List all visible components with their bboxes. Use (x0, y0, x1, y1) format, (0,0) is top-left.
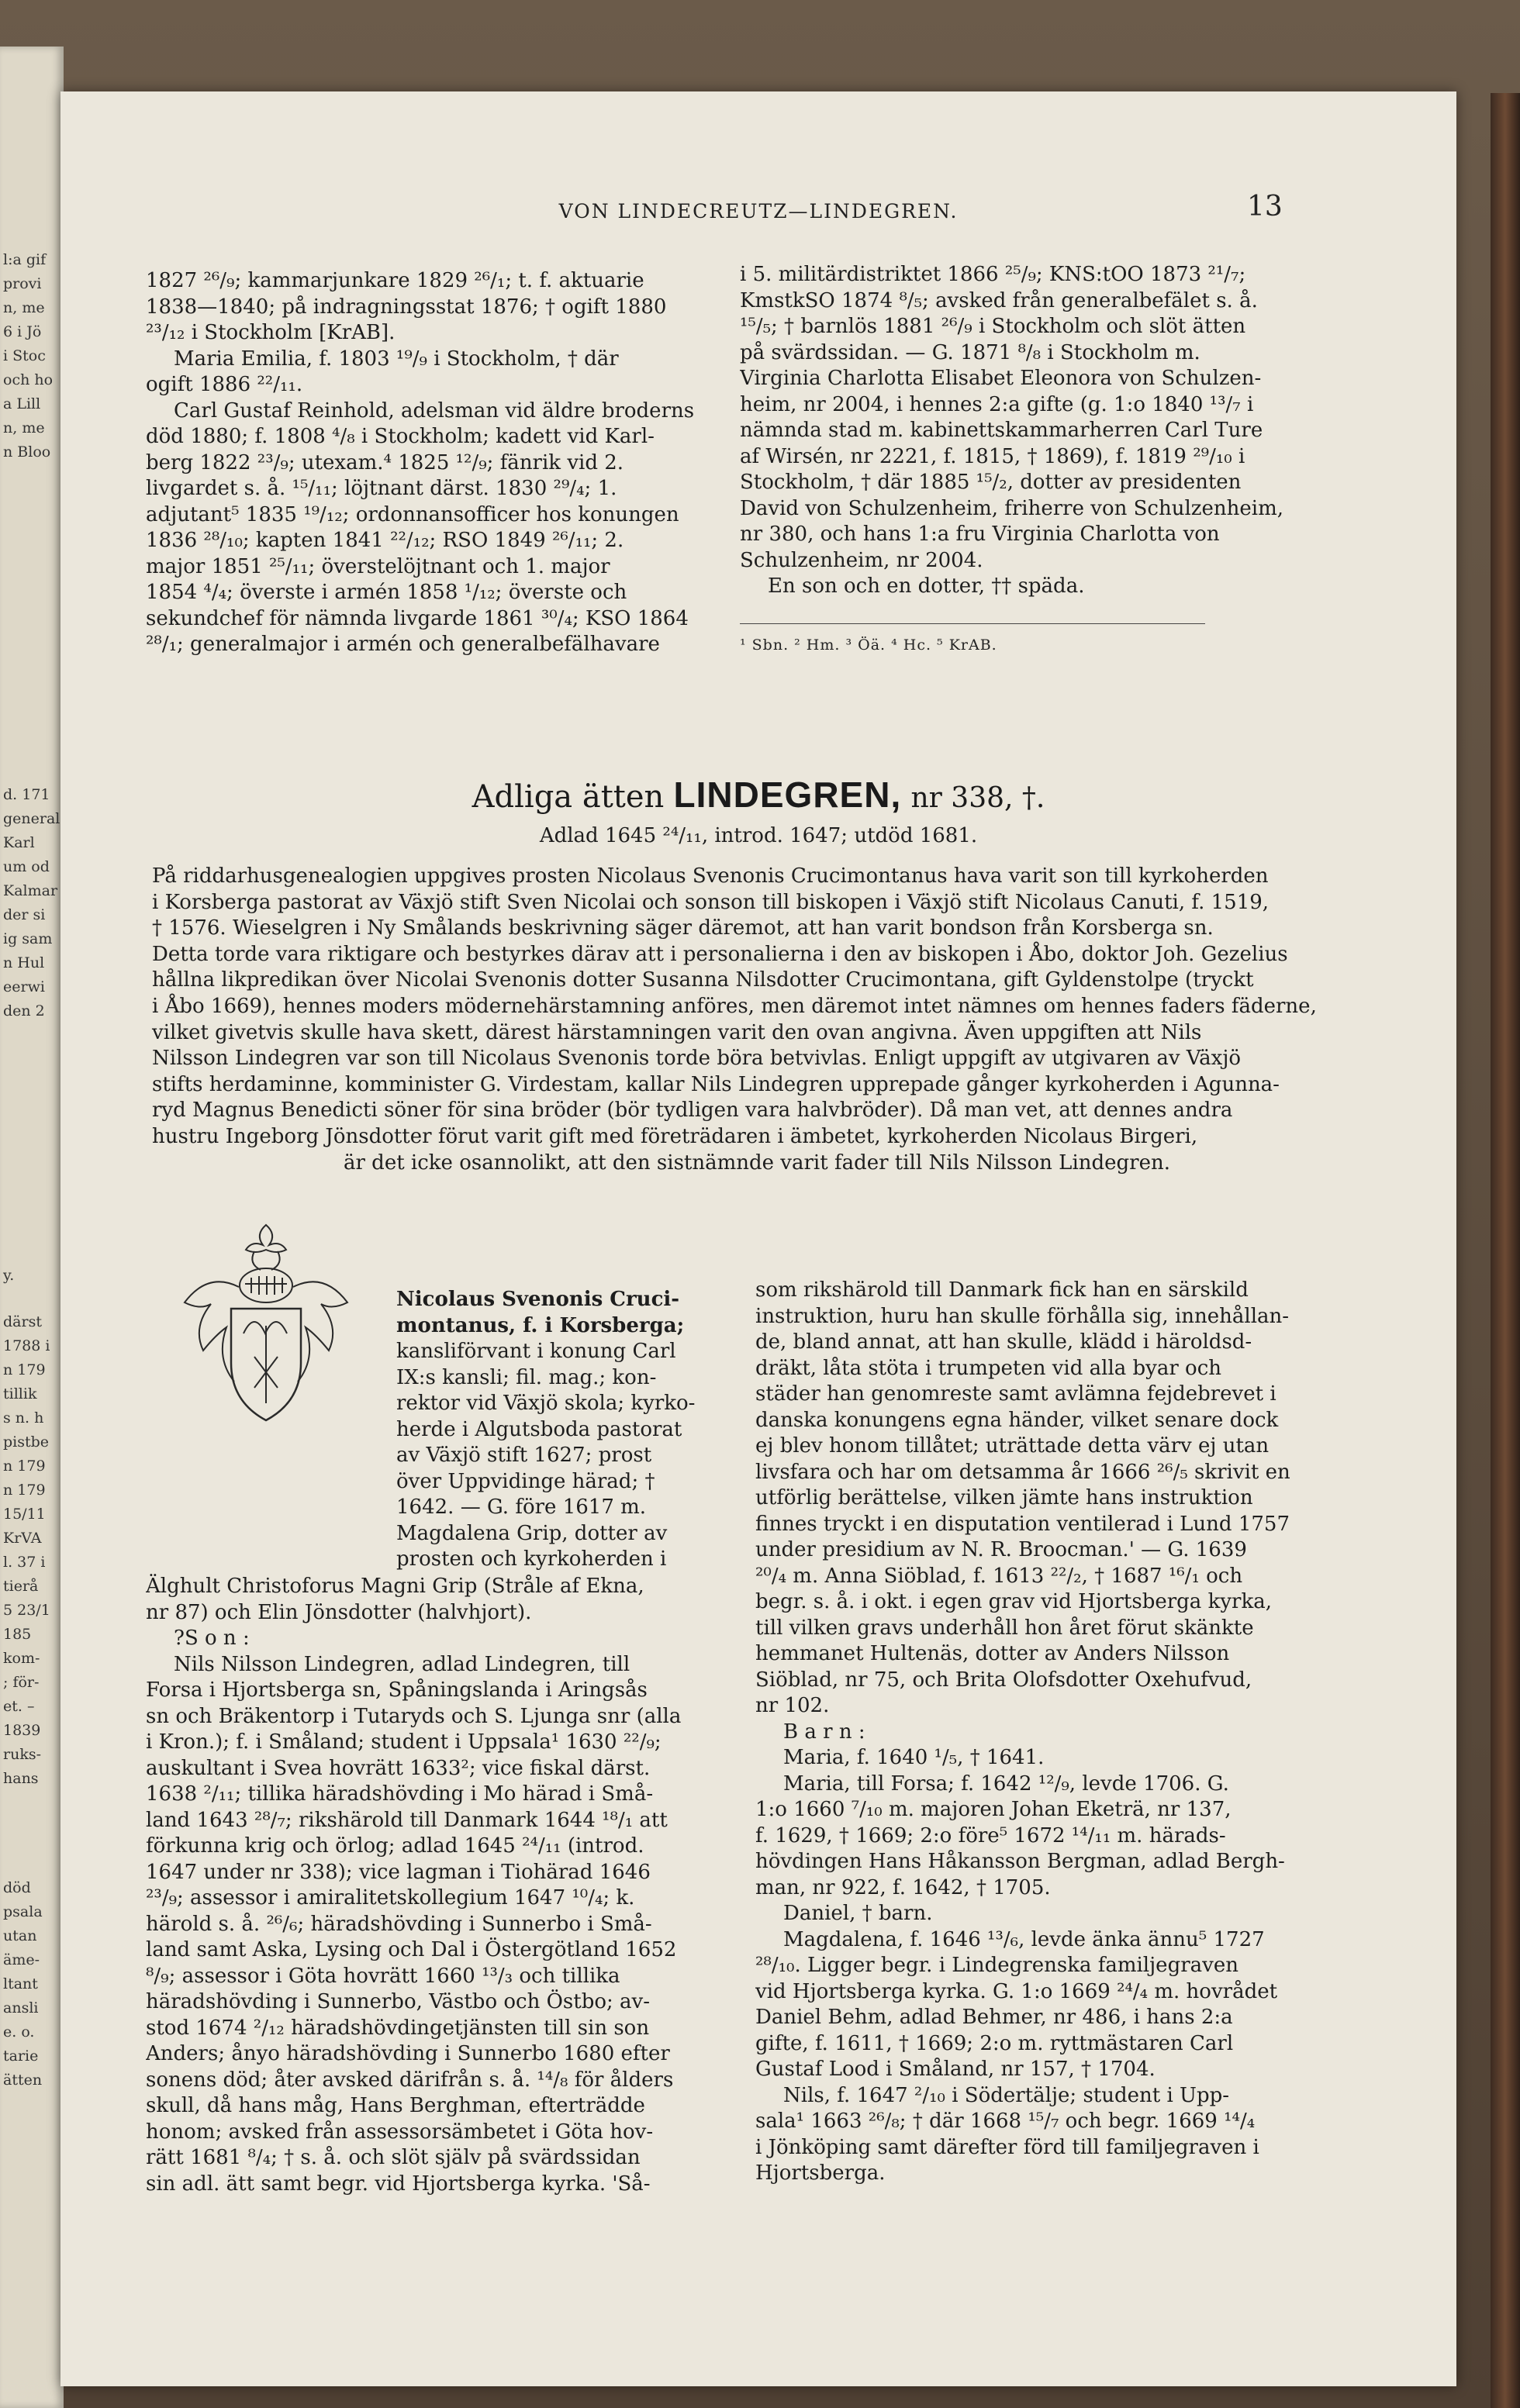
bottom-right-line: sala¹ 1663 ²⁶/₈; † där 1668 ¹⁵/₇ och begr. 1669 ¹⁴/₄ (755, 2110, 1256, 2133)
bottom-right-line: ²⁸/₁₀. Ligger begr. i Lindegrenska familjegraven (755, 1954, 1238, 1977)
bottom-right-line: Daniel Behm, adlad Behmer, nr 486, i hans 2:a (755, 2006, 1233, 2029)
bottom-right-line: dräkt, låta stöta i trumpeten vid alla byar och (755, 1356, 1222, 1380)
intro-line: hustru Ingeborg Jönsdotter förut varit gift med företrädaren i ämbetet, kyrkoherden Nicolaus Birgeri, (152, 1124, 1198, 1148)
left-page-fragments-4 (0, 1310, 64, 1791)
top-right-column-line: på svärdssidan. — G. 1871 ⁸/₈ i Stockholm m. (740, 340, 1200, 364)
bottom-left-narrow-line: rektor vid Växjö skola; kyrko- (396, 1392, 696, 1415)
bottom-right-line: instruktion, huru han skulle förhålla sig, innehållan- (755, 1304, 1290, 1328)
left-page-fragment: n Hul (3, 954, 45, 971)
bottom-left-narrow-line: prosten och kyrkoherden i (396, 1547, 667, 1571)
intro-paragraph (152, 864, 1362, 1176)
bottom-right-line: hövdingen Hans Håkansson Bergman, adlad Bergh- (755, 1850, 1285, 1873)
bottom-right-column (755, 1278, 1335, 2187)
bottom-right-line: Magdalena, f. 1646 ¹³/₆, levde änka ännu⁵ 1727 (783, 1927, 1265, 1951)
top-left-column-line: ogift 1886 ²²/₁₁. (146, 373, 303, 396)
bottom-right-line: till vilken gravs underhåll hon året förut skänkte (755, 1616, 1254, 1640)
bottom-left-narrow-column (396, 1287, 742, 1573)
top-left-column-line: Maria Emilia, f. 1803 ¹⁹/₉ i Stockholm, † där (174, 347, 619, 371)
bottom-right-line: nr 102. (755, 1694, 830, 1717)
left-page-fragment: utan (3, 1927, 37, 1944)
left-page-fragment: n 179 (3, 1361, 46, 1378)
left-page-fragment: 1788 i (3, 1337, 50, 1354)
bottom-left-narrow-line: IX:s kansli; fil. mag.; kon- (396, 1365, 657, 1389)
bottom-right-line: Daniel, † barn. (783, 1902, 933, 1925)
bottom-left-wide-line: härold s. å. ²⁶/₆; häradshövding i Sunnerbo i Små- (146, 1912, 652, 1936)
left-page-fragment: tarie (3, 2047, 39, 2065)
left-page-fragment: d. 171 (3, 786, 50, 803)
bottom-left-wide-line: Forsa i Hjortsberga sn, Spåningslanda i Aringsås (146, 1678, 648, 1702)
intro-line: stifts herdaminne, komminister G. Virdestam, kallar Nils Lindegren upprepade gånger kyrkoherden i Agunna- (152, 1072, 1280, 1096)
bottom-left-wide-line: land 1643 ²⁸/₇; rikshärold till Danmark 1644 ¹⁸/₁ att (146, 1808, 668, 1832)
left-page-fragments-5 (0, 1876, 64, 2092)
left-page-fragment: i Stoc (3, 347, 46, 364)
bottom-left-wide-line: ?S o n : (174, 1627, 250, 1650)
intro-line: På riddarhusgenealogien uppgives prosten Nicolaus Svenonis Crucimontanus hava varit son till kyrkoherden (152, 864, 1269, 888)
left-page-fragment: därst (3, 1313, 42, 1330)
left-page-fragment: l. 37 i (3, 1554, 46, 1571)
top-right-column-line: nr 380, och hans 1:a fru Virginia Charlotta von (740, 523, 1220, 546)
intro-line: Detta torde vara riktigare och bestyrkes därav att i personalierna i den av biskopen i Åbo, doktor Joh. Gezelius (152, 942, 1288, 966)
top-left-column-line: major 1851 ²⁵/₁₁; överstelöjtnant och 1. major (146, 554, 610, 578)
left-page-fragment: ansli (3, 1999, 39, 2016)
top-right-column-line: En son och en dotter, †† späda. (768, 574, 1085, 598)
bottom-left-wide-line: 1647 under nr 338); vice lagman i Tiohärad 1646 (146, 1860, 651, 1884)
top-right-column-line: ¹⁵/₅; † barnlös 1881 ²⁶/₉ i Stockholm och slöt ätten (740, 315, 1246, 338)
bottom-right-line: man, nr 922, f. 1642, † 1705. (755, 1875, 1051, 1899)
bottom-right-line: ej blev honom tillåtet; uträttade detta värv ej utan (755, 1434, 1270, 1458)
top-left-column-line: Carl Gustaf Reinhold, adelsman vid äldre broderns (174, 398, 695, 423)
bottom-right-line: livsfara och har om detsamma år 1666 ²⁶/₅ skrivit en (755, 1460, 1290, 1484)
intro-line: ryd Magnus Benedicti söner för sina bröder (bör tydligen vara halvbröder). Då man vet, att dennes andra (152, 1099, 1233, 1123)
intro-line: † 1576. Wieselgren i Ny Smålands beskrivning säger däremot, att han varit bondson från Korsberga sn. (152, 916, 1214, 940)
bottom-right-line: f. 1629, † 1669; 2:o före⁵ 1672 ¹⁴/₁₁ m. härads- (755, 1823, 1226, 1847)
heading-prefix: Adliga ätten (472, 779, 665, 815)
left-page-fragment: 185 (3, 1626, 32, 1643)
top-left-column-line: sekundchef för nämnda livgarde 1861 ³⁰/₄; KSO 1864 (146, 606, 689, 630)
bottom-right-line: Hjortsberga. (755, 2161, 886, 2185)
top-left-column-line: 1838—1840; på indragningsstat 1876; † ogift 1880 (146, 295, 667, 319)
left-page-fragment: Kalmar (3, 882, 58, 899)
left-page-fragment: e. o. (3, 2023, 35, 2041)
coat-of-arms-image (177, 1217, 355, 1442)
left-page-fragment: 5 23/1 (3, 1602, 50, 1619)
bottom-right-line: ²⁰/₄ m. Anna Siöblad, f. 1613 ²²/₂, † 1687 ¹⁶/₁ och (755, 1564, 1243, 1588)
heading-family-name: LINDEGREN, (673, 774, 902, 815)
left-page-fragment: Karl (3, 834, 35, 851)
left-page-fragment: a Lill (3, 395, 41, 412)
bottom-right-line: städer han genomreste samt avlämna fejdebrevet i (755, 1382, 1276, 1406)
left-page-fragment: och ho (3, 371, 54, 388)
section-subheading: Adlad 1645 ²⁴/₁₁, introd. 1647; utdöd 1681. (539, 824, 978, 847)
bottom-right-line: 1:o 1660 ⁷/₁₀ m. majoren Johan Eketrä, nr 137, (755, 1798, 1232, 1821)
running-head: VON LINDECREUTZ—LINDEGREN. (558, 200, 959, 223)
bottom-left-wide-line: sonens död; åter avsked därifrån s. å. ¹⁴/₈ för ålders (146, 2068, 674, 2092)
bottom-right-line: vid Hjortsberga kyrka. G. 1:o 1669 ²⁴/₄ m. hovrådet (755, 1979, 1278, 2003)
left-page-fragment: eerwi (3, 978, 45, 995)
intro-line: är det icke osannolikt, att den sistnämnde varit fader till Nils Nilsson Lindegren. (343, 1151, 1170, 1175)
book-page (60, 91, 1456, 2386)
top-right-column-line: Stockholm, † där 1885 ¹⁵/₂, dotter av presidenten (740, 471, 1242, 494)
bottom-left-wide-line: Nils Nilsson Lindegren, adlad Lindegren, till (174, 1652, 630, 1676)
top-right-column-line: nämnda stad m. kabinettskammarherren Carl Ture (740, 419, 1263, 442)
left-page-fragment: der si (3, 906, 46, 923)
top-left-column-line: adjutant⁵ 1835 ¹⁹/₁₂; ordonnansofficer hos konungen (146, 502, 679, 526)
left-page-fragment: tillik (3, 1385, 37, 1402)
top-right-column (740, 262, 1352, 600)
intro-line: Nilsson Lindegren var son till Nicolaus Svenonis torde böra betvivlas. Enligt uppgift av utgivaren av Växjö (152, 1047, 1242, 1071)
left-page-fragment: ig sam (3, 930, 53, 947)
left-page-fragment: n 179 (3, 1482, 46, 1499)
bottom-left-wide-line: land samt Aska, Lysing och Dal i Östergötland 1652 (146, 1938, 677, 1961)
bottom-left-narrow-line: Nicolaus Svenonis Cruci- (396, 1288, 680, 1311)
bottom-right-line: som rikshärold till Danmark fick han en särskild (755, 1278, 1249, 1302)
left-page-fragments-2 (0, 783, 64, 1023)
bottom-left-narrow-line: över Uppvidinge härad; † (396, 1469, 655, 1493)
bottom-left-wide-line: nr 87) och Elin Jönsdotter (halvhjort). (146, 1600, 532, 1624)
bottom-left-wide-line: ⁸/₉; assessor i Göta hovrätt 1660 ¹³/₃ och tillika (146, 1964, 620, 1988)
bottom-right-line: under presidium av N. R. Broocman.' — G. 1639 (755, 1538, 1247, 1561)
bottom-left-wide-line: i Kron.); f. i Småland; student i Uppsala¹ 1630 ²²/₉; (146, 1730, 662, 1754)
top-right-column-line: heim, nr 2004, i hennes 2:a gifte (g. 1:o 1840 ¹³/₇ i (740, 392, 1254, 416)
intro-line: i Åbo 1669), hennes moders mödernehärstamning anföres, men däremot intet nämnes om hennes faders fäderne, (152, 994, 1317, 1018)
book-spine (1491, 93, 1520, 2408)
left-page-fragment: um od (3, 858, 50, 875)
bottom-right-line: Siöblad, nr 75, och Brita Olofsdotter Oxehufvud, (755, 1668, 1252, 1692)
left-page-fragment: ltant (3, 1975, 38, 1992)
left-page-fragments-1 (0, 248, 64, 464)
footnotes: ¹ Sbn. ² Hm. ³ Öä. ⁴ Hc. ⁵ KrAB. (740, 623, 1205, 654)
top-left-column-line: död 1880; f. 1808 ⁴/₈ i Stockholm; kadett vid Karl- (146, 425, 655, 448)
bottom-right-line: de, bland annat, att han skulle, klädd i häroldsd- (755, 1330, 1252, 1354)
bottom-left-wide-line: skull, då hans måg, Hans Berghman, efterträdde (146, 2094, 645, 2117)
top-right-column-line: af Wirsén, nr 2221, f. 1815, † 1869), f. 1819 ²⁹/₁₀ i (740, 444, 1245, 468)
intro-line: hållna likpredikan över Nicolai Svenonis dotter Susanna Nilsdotter Crucimontana, gift Gyldenstolpe (tryckt (152, 968, 1254, 992)
left-page-fragment: n, me (3, 419, 45, 436)
left-page-fragment: l:a gif (3, 251, 47, 268)
left-page-fragment: KrVA (3, 1530, 42, 1547)
left-page-fragment: 15/11 (3, 1506, 46, 1523)
bottom-left-wide-line: auskultant i Svea hovrätt 1633²; vice fiskal därst. (146, 1756, 651, 1780)
adjacent-left-page (0, 47, 64, 2408)
left-page-fragment: kom- (3, 1650, 40, 1667)
bottom-right-line: Maria, till Forsa; f. 1642 ¹²/₉, levde 1706. G. (783, 1772, 1229, 1796)
left-page-fragments-3 (0, 1264, 64, 1288)
left-page-fragment: provi (3, 275, 42, 292)
bottom-right-line: Maria, f. 1640 ¹/₅, † 1641. (783, 1746, 1045, 1769)
left-page-fragment: ; för- (3, 1674, 40, 1691)
bottom-left-wide-line: 1638 ²/₁₁; tillika häradshövding i Mo härad i Små- (146, 1782, 654, 1806)
top-right-column-line: Virginia Charlotta Elisabet Eleonora von Schulzen- (740, 367, 1262, 390)
top-right-column-line: KmstkSO 1874 ⁸/₅; avsked från generalbefälet s. å. (740, 288, 1258, 312)
left-page-fragment: den 2 (3, 1002, 45, 1019)
top-left-column-line: 1854 ⁴/₄; överste i armén 1858 ¹/₁₂; överste och (146, 581, 627, 604)
bottom-right-line: danska konungens egna händer, vilket senare dock (755, 1408, 1279, 1432)
bottom-right-line: Gustaf Lood i Småland, nr 157, † 1704. (755, 2058, 1156, 2081)
top-left-column-line: 1827 ²⁶/₉; kammarjunkare 1829 ²⁶/₁; t. f. aktuarie (146, 269, 644, 292)
top-right-column-line: David von Schulzenheim, friherre von Schulzenheim, (740, 496, 1283, 520)
top-left-column-line: ²⁸/₁; generalmajor i armén och generalbefälhavare (146, 633, 660, 656)
bottom-left-narrow-line: Magdalena Grip, dotter av (396, 1521, 668, 1545)
left-page-fragment: psala (3, 1903, 43, 1920)
left-page-fragment: tierå (3, 1578, 39, 1595)
top-left-column (146, 268, 726, 658)
bottom-left-narrow-line: kansliförvant i konung Carl (396, 1340, 676, 1363)
left-page-fragment: ätten (3, 2072, 43, 2089)
left-page-fragment: n, me (3, 299, 45, 316)
bottom-right-line: hemmanet Hultenäs, dotter av Anders Nilsson (755, 1642, 1230, 1665)
bottom-right-line: utförlig berättelse, vilken jämte hans instruktion (755, 1486, 1253, 1509)
bottom-left-wide-line: Älghult Christoforus Magni Grip (Stråle af Ekna, (146, 1575, 644, 1598)
left-page-fragment: pistbe (3, 1433, 50, 1451)
left-page-fragment: hans (3, 1770, 39, 1787)
bottom-left-narrow-line: herde i Algutsboda pastorat (396, 1417, 682, 1441)
bottom-left-wide-line: sn och Bräkentorp i Tutaryds och S. Ljunga snr (alla (146, 1704, 682, 1728)
bottom-right-line: finnes tryckt i en disputation ventilerad i Lund 1757 (755, 1512, 1290, 1536)
bottom-left-wide-line: förkunna krig och örlog; adlad 1645 ²⁴/₁₁ (introd. (146, 1834, 644, 1858)
bottom-right-line: i Jönköping samt därefter förd till familjegraven i (755, 2135, 1259, 2159)
left-page-fragment: äme- (3, 1951, 40, 1968)
left-page-fragment: general (3, 810, 60, 827)
bottom-left-narrow-line: av Växjö stift 1627; prost (396, 1444, 652, 1467)
bottom-left-wide-line: rätt 1681 ⁸/₄; † s. å. och slöt själv på svärdssidan (146, 2146, 641, 2169)
bottom-left-wide-line: sin adl. ätt samt begr. vid Hjortsberga kyrka. 'Så- (146, 2172, 651, 2196)
bottom-left-wide-line: stod 1674 ²/₁₂ häradshövdingetjänsten till sin son (146, 2016, 650, 2040)
bottom-left-wide-line: honom; avsked från assessorsämbetet i Göta hov- (146, 2120, 654, 2144)
bottom-left-narrow-line: 1642. — G. före 1617 m. (396, 1496, 647, 1519)
left-page-fragment: 1839 (3, 1722, 41, 1739)
top-left-column-line: ²³/₁₂ i Stockholm [KrAB]. (146, 321, 396, 344)
bottom-right-line: Nils, f. 1647 ²/₁₀ i Södertälje; student i Upp- (783, 2083, 1230, 2107)
left-page-fragment: ruks- (3, 1746, 42, 1763)
top-left-column-line: berg 1822 ²³/₉; utexam.⁴ 1825 ¹²/₉; fänrik vid 2. (146, 450, 624, 474)
left-page-fragment: y. (3, 1267, 15, 1284)
left-page-fragment: et. – (3, 1698, 35, 1715)
bottom-right-line: B a r n : (783, 1720, 865, 1744)
intro-line: vilket givetvis skulle hava skett, därest härstamningen varit den ovan angivna. Även uppgiften att Nils (152, 1020, 1202, 1044)
heading-number: nr 338, †. (910, 782, 1045, 814)
top-left-column-line: 1836 ²⁸/₁₀; kapten 1841 ²²/₁₂; RSO 1849 ²⁶/₁₁; 2. (146, 529, 624, 552)
top-right-column-line: Schulzenheim, nr 2004. (740, 548, 983, 572)
left-page-fragment: 6 i Jö (3, 323, 42, 340)
bottom-left-wide-column (146, 1574, 742, 2197)
bottom-right-line: gifte, f. 1611, † 1669; 2:o m. ryttmästaren Carl (755, 2031, 1234, 2055)
left-page-fragment: n 179 (3, 1458, 46, 1475)
left-page-fragment: död (3, 1879, 31, 1896)
bottom-right-line: begr. s. å. i okt. i egen grav vid Hjortsberga kyrka, (755, 1590, 1272, 1613)
bottom-left-wide-line: Anders; ånyo häradshövding i Sunnerbo 1680 efter (146, 2042, 670, 2065)
bottom-left-wide-line: ²³/₉; assessor i amiralitetskollegium 1647 ¹⁰/₄; k. (146, 1886, 635, 1909)
section-heading (60, 774, 1456, 816)
left-page-fragment: s n. h (3, 1409, 44, 1427)
top-right-column-line: i 5. militärdistriktet 1866 ²⁵/₉; KNS:tOO 1873 ²¹/₇; (740, 263, 1246, 286)
intro-line: i Korsberga pastorat av Växjö stift Sven Nicolai och sonson till biskopen i Växjö stift Nicolaus Canuti, f. 1519, (152, 890, 1270, 914)
top-left-column-line: livgardet s. å. ¹⁵/₁₁; löjtnant därst. 1830 ²⁹/₄; 1. (146, 477, 617, 500)
left-page-fragment: n Bloo (3, 443, 51, 461)
page-number: 13 (1247, 191, 1283, 223)
bottom-left-narrow-line: montanus, f. i Korsberga; (396, 1313, 685, 1337)
bottom-left-wide-line: häradshövding i Sunnerbo, Västbo och Östbo; av- (146, 1990, 650, 2013)
